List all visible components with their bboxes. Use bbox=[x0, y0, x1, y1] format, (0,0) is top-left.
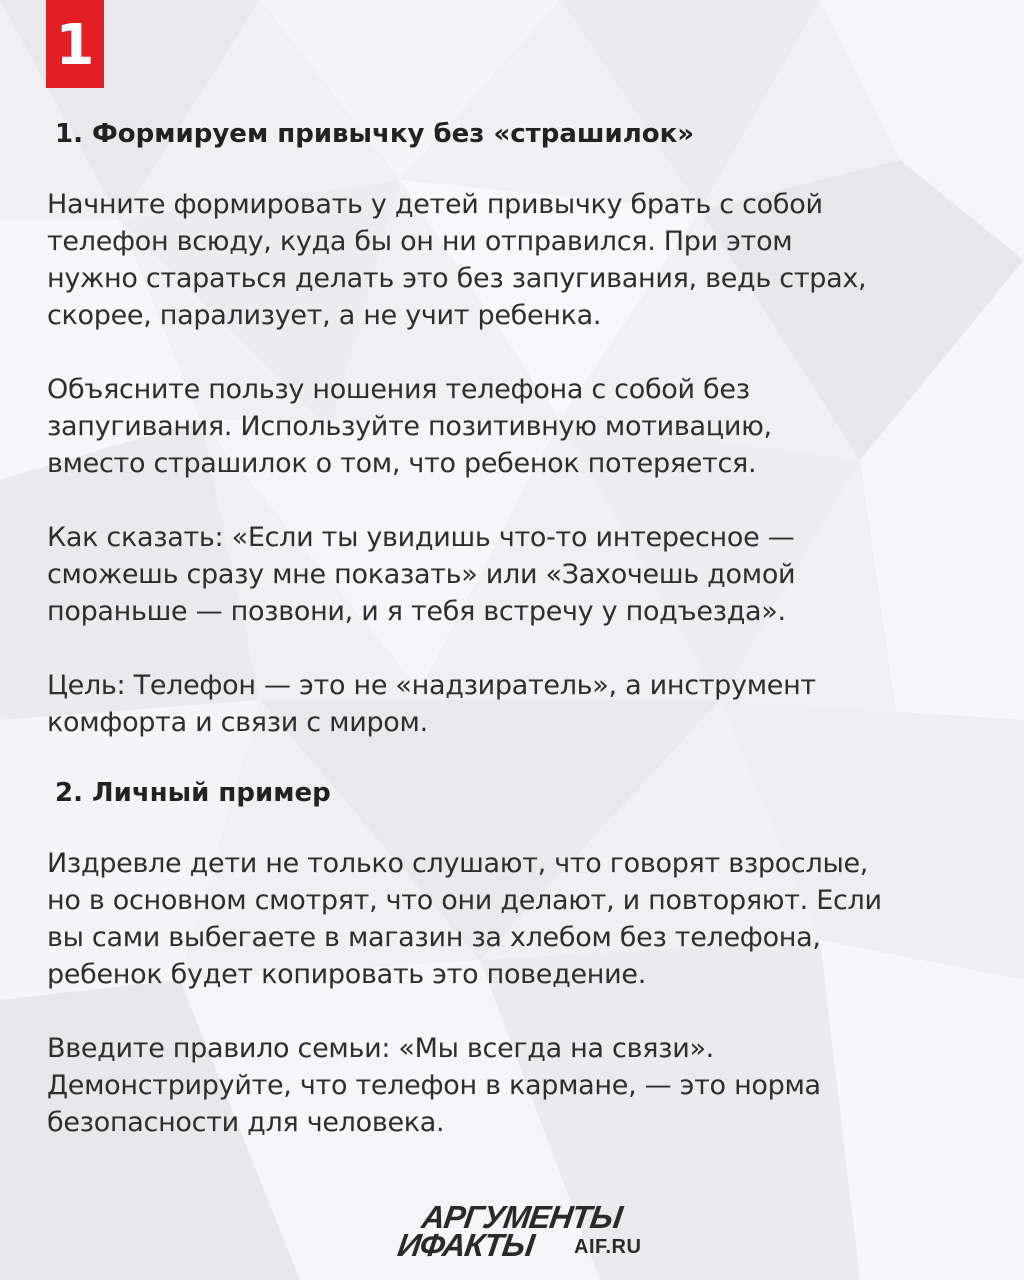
paragraph: Объясните пользу ношения телефона с собой без запугивания. Используйте позитивную мотивацию, вместо страшилок о том, что ребенок потеряется. bbox=[47, 374, 772, 479]
section-personal-example bbox=[47, 773, 987, 1141]
section-habit bbox=[47, 114, 987, 741]
logo-line-1: АРГУМЕНТЫ bbox=[419, 1199, 624, 1235]
logo-site: AIF.RU bbox=[574, 1236, 642, 1258]
aif-logo bbox=[392, 1200, 662, 1264]
article-content bbox=[47, 114, 987, 1141]
page-number-badge bbox=[46, 0, 104, 88]
paragraph: Введите правило семьи: «Мы всегда на связи». Демонстрируйте, что телефон в кармане, — это норма безопасности для человека. bbox=[47, 1033, 821, 1138]
paragraph: Издревле дети не только слушают, что говорят взрослые, но в основном смотрят, что они делают, и повторяют. Если вы сами выбегаете в магазин за хлебом без телефона, ребенок будет копировать это поведение. bbox=[47, 848, 882, 990]
logo-line-2: ИФАКТЫ bbox=[395, 1227, 537, 1263]
section-heading: 2. Личный пример bbox=[55, 778, 331, 808]
paragraph: Цель: Телефон — это не «надзиратель», а инструмент комфорта и связи с миром. bbox=[47, 670, 816, 738]
paragraph: Как сказать: «Если ты увидишь что-то интересное — сможешь сразу мне показать» или «Захочешь домой пораньше — позвони, и я тебя встречу у подъезда». bbox=[47, 522, 796, 627]
page-number: 1 bbox=[55, 13, 95, 78]
paragraph: Начните формировать у детей привычку брать с собой телефон всюду, куда бы он ни отправился. При этом нужно стараться делать это без запугивания, ведь страх, скорее, парализует, а не учит ребенка. bbox=[47, 189, 867, 331]
section-heading: 1. Формируем привычку без «страшилок» bbox=[55, 119, 695, 149]
